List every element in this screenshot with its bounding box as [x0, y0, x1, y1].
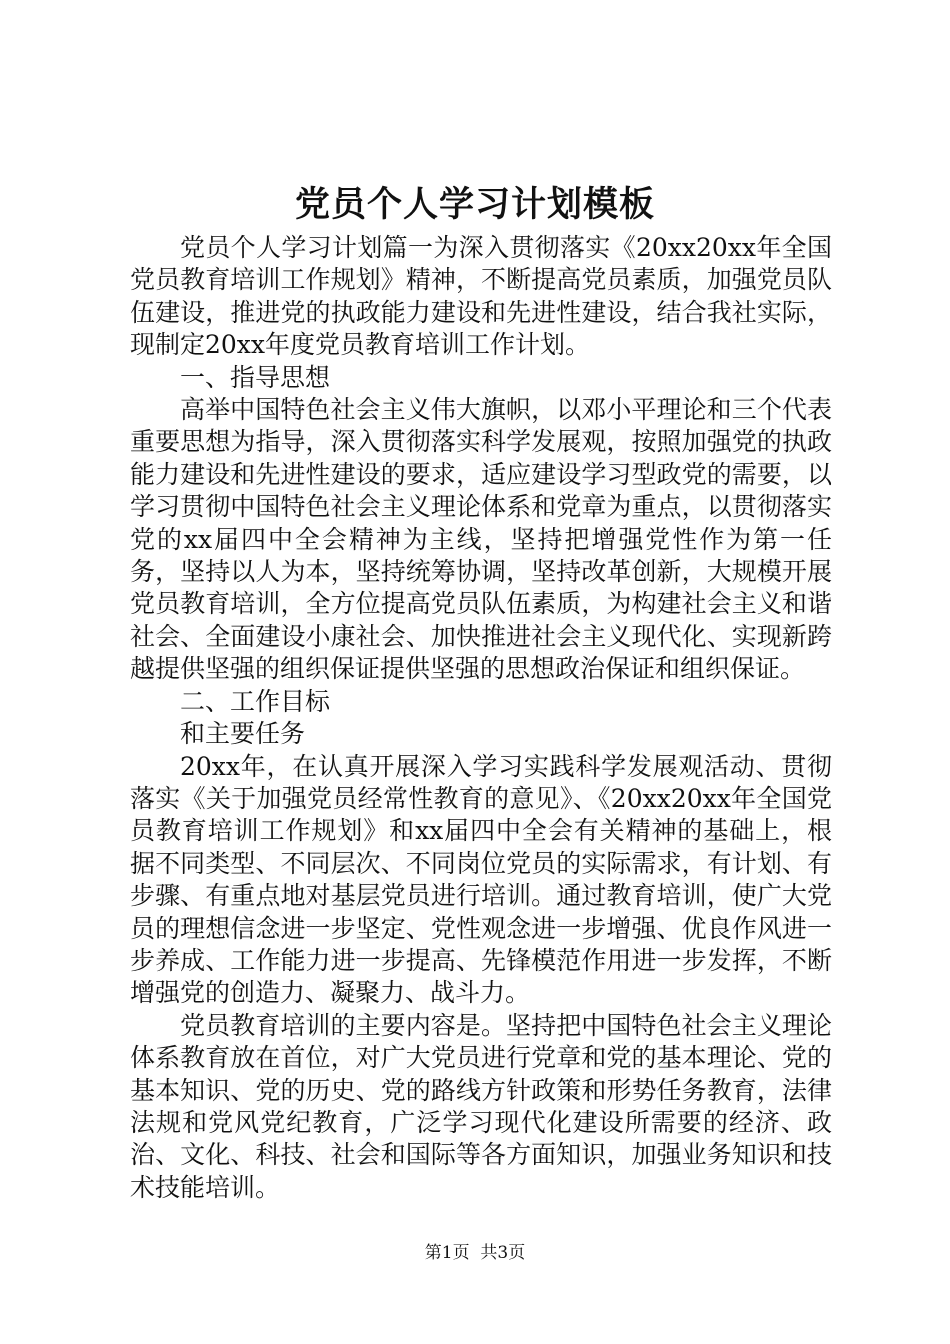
training-content-paragraph: 党员教育培训的主要内容是。坚持把中国特色社会主义理论体系教育放在首位，对广大党员进行党章和党的基本理论、党的基本知识、党的历史、党的路线方针政策和形势任务教育，法律法规和党风党纪教育，广泛学习现代化建设所需要的经济、政治、文化、科技、社会和国际等各方面知识，加强业务知识和技术技能培训。	[130, 1010, 832, 1202]
intro-paragraph: 党员个人学习计划篇一为深入贯彻落实《20xx20xx年全国党员教育培训工作规划》精神，不断提高党员素质，加强党员队伍建设，推进党的执政能力建设和先进性建设，结合我社实际，现制定20xx年度党员教育培训工作计划。	[130, 233, 832, 360]
section-heading-work-goals: 二、工作目标	[180, 686, 331, 716]
section-heading-main-tasks: 和主要任务	[180, 719, 306, 749]
section-heading-guiding-ideology: 一、指导思想	[180, 362, 331, 392]
document-body	[130, 232, 832, 1204]
page-number: 第1页 共3页	[424, 1243, 526, 1263]
work-goals-paragraph: 20xx年，在认真开展深入学习实践科学发展观活动、贯彻落实《关于加强党员经常性教育的意见》、《20xx20xx年全国党员教育培训工作规划》和xx届四中全会有关精神的基础上，根据不同类型、不同层次、不同岗位党员的实际需求，有计划、有步骤、有重点地对基层党员进行培训。通过教育培训，使广大党员的理想信念进一步坚定、党性观念进一步增强、优良作风进一步养成、工作能力进一步提高、先锋模范作用进一步发挥，不断增强党的创造力、凝聚力、战斗力。	[130, 751, 832, 1008]
page-footer	[0, 1241, 950, 1265]
document-title: 党员个人学习计划模板	[294, 184, 655, 225]
guiding-ideology-paragraph: 高举中国特色社会主义伟大旗帜，以邓小平理论和三个代表重要思想为指导，深入贯彻落实科学发展观，按照加强党的执政能力建设和先进性建设的要求，适应建设学习型政党的需要，以学习贯彻中国特色社会主义理论体系和党章为重点，以贯彻落实党的xx届四中全会精神为主线，坚持把增强党性作为第一任务，坚持以人为本，坚持统筹协调，坚持改革创新，大规模开展党员教育培训，全方位提高党员队伍素质，为构建社会主义和谐社会、全面建设小康社会、加快推进社会主义现代化、实现新跨越提供坚强的组织保证提供坚强的思想政治保证和组织保证。	[130, 395, 832, 684]
